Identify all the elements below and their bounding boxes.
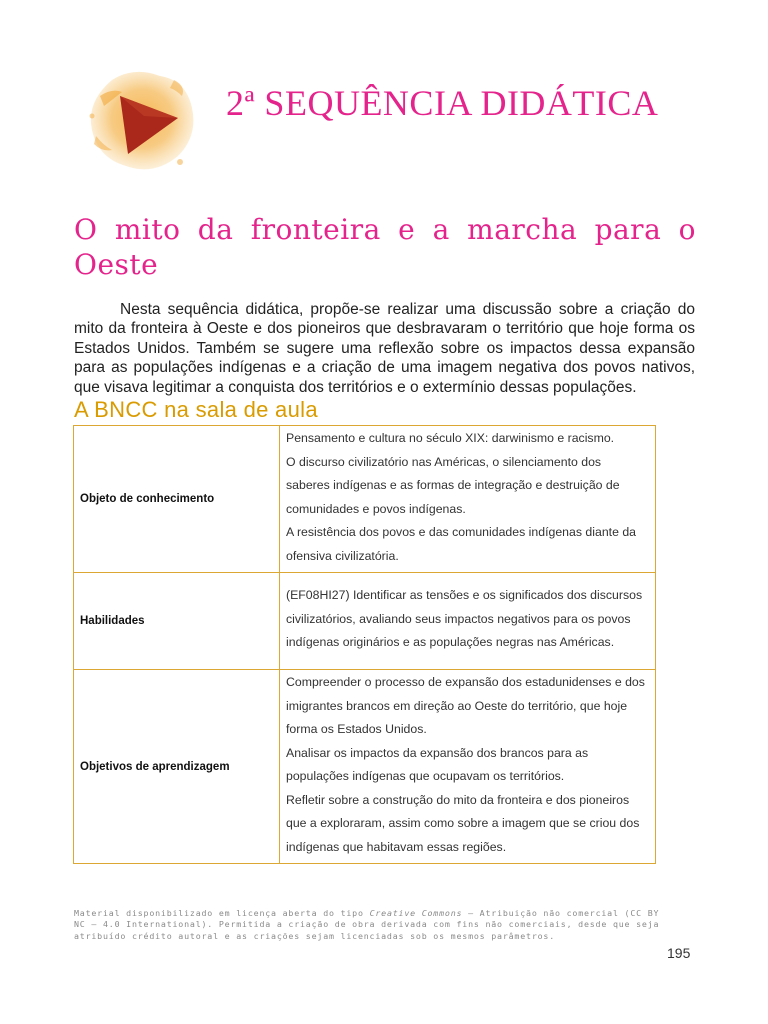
license-text: Material disponibilizado em licença aberta do tipo — [74, 908, 370, 918]
row-label: Objetivos de aprendizagem — [74, 670, 280, 864]
list-item: Pensamento e cultura no século XIX: darwinismo e racismo. — [286, 431, 615, 445]
page-number: 195 — [667, 945, 691, 961]
row-label: Habilidades — [74, 573, 280, 670]
license-text: – Atribuição não comercial (CC BY NC – 4.0 International). Permitida a criação de obra derivada com fins não comerciais, desde que seja atribuído crédito autoral e as criações sejam licenciadas sob os mesmos parâmetros. — [74, 908, 660, 941]
table-row — [74, 426, 656, 573]
row-label: Objeto de conhecimento — [74, 426, 280, 573]
section-title: A BNCC na sala de aula — [74, 397, 318, 422]
list-item: A resistência dos povos e das comunidades indígenas diante da ofensiva civilizatória. — [286, 525, 637, 563]
row-content — [280, 670, 656, 864]
intro-paragraph: Nesta sequência didática, propõe-se realizar uma discussão sobre a criação do mito da fronteira à Oeste e dos pioneiros que desbravaram o território que hoje forma os Estados Unidos. Também se sugere uma reflexão sobre os impactos dessa expansão para as populações indígenas e a criação de uma imagem negativa dos povos nativos, que visava legitimar a conquista dos territórios e o extermínio dessas populações. — [74, 301, 695, 396]
sequence-title: 2ª SEQUÊNCIA DIDÁTICA — [226, 83, 659, 123]
license-footer — [74, 908, 674, 942]
list-item: (EF08HI27) Identificar as tensões e os significados dos discursos civilizatórios, avaliando seus impactos negativos para os povos indígenas originários e as populações negras nas Américas. — [286, 588, 643, 650]
list-item: Analisar os impactos da expansão dos brancos para as populações indígenas que ocupavam os territórios. — [286, 745, 589, 783]
table-row — [74, 573, 656, 670]
page-title: O mito da fronteira e a marcha para o Oeste — [74, 213, 696, 281]
row-content — [280, 426, 656, 573]
list-item: O discurso civilizatório nas Américas, o silenciamento dos saberes indígenas e as formas de integração e destruição de comunidades e povos indígenas. — [286, 454, 620, 516]
list-item: Refletir sobre a construção do mito da fronteira e dos pioneiros que a exploraram, assim como sobre a imagem que se criou dos indígenas que habitavam essas regiões. — [286, 792, 640, 854]
license-emphasis: Creative Commons — [369, 908, 463, 918]
list-item: Compreender o processo de expansão dos estadunidenses e dos imigrantes brancos em direção ao Oeste do território, que hoje forma os Estados Unidos. — [286, 675, 645, 736]
table-row — [74, 670, 656, 864]
row-content — [280, 573, 656, 670]
sequence-logo-icon — [82, 66, 202, 176]
bncc-table — [73, 425, 656, 864]
